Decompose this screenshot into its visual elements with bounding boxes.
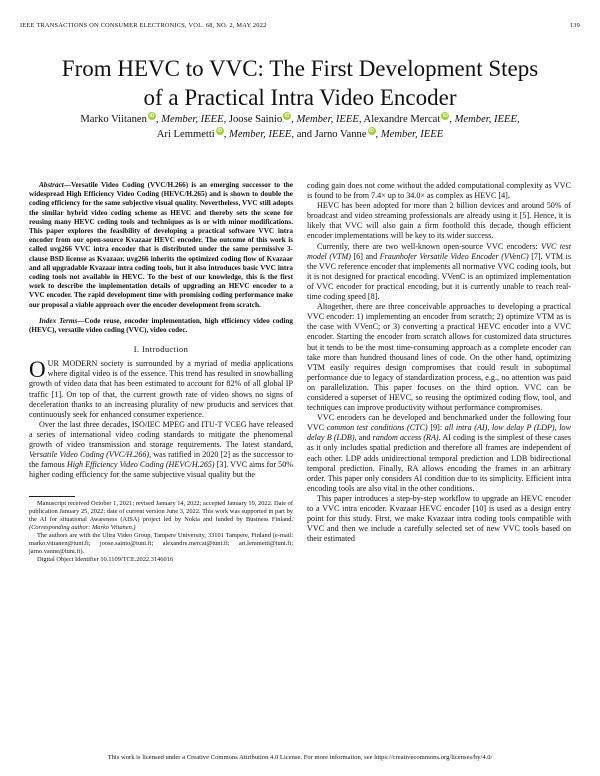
corresponding-author: (Corresponding author: Marko Viitanen.) <box>29 524 136 532</box>
text-span: , was ratified in 2020 [2] as the successor to the famous <box>29 450 293 470</box>
text-span: , and <box>354 433 373 443</box>
right-paragraph-4 <box>307 413 571 494</box>
author-list: Marko Viitanen iD , Member, IEEE, Joose Sainio iD , Member, IEEE, Alexandre Mercat iD , Member, IEEE, Ari Lemmetti iD , Member, IEEE, and Jarno Vanne iD , Member, IEEE <box>80 113 520 140</box>
abstract <box>29 181 293 310</box>
text-span: [3]. VVC aims for 50% higher coding efficiency for the same subjective visual quality but the <box>29 460 293 480</box>
footnote-affiliation: The authors are with the Ultra Video Group, Tampere University, 33101 Tampere, Finland (e-mail: marko.viitanen@tuni.fi; joose.sainio@tuni.fi; alexandre.mercat@tuni.fi; ari.lemmetti@tuni.fi; jarno.vanne@tuni.fi). <box>29 532 293 556</box>
right-paragraph-1: HEVC has been adopted for more than 2 billion devices and around 50% of broadcast and video streaming professionals are already using it [5]. Hence, it is likely that VVC will also gain a firm foothold this decade, though efficient encoder implementations will be key to its wider success. <box>307 201 571 241</box>
membership: Member, IEEE, <box>454 114 520 125</box>
right-paragraph-3: Altogether, there are three conceivable approaches to developing a practical VVC encoder: 1) implementing an encoder from scratch; 2) optimize VTM as is the case with VVenC; or 3) converting a practical HEVC encoder into a VVC encoder. Starting the encoder from scratch allows for customized data structures but it tends to be the most time-consuming approach as a complete encoder can take more than hundred thousand lines of code. On the other hand, optimizing VTM easily requires design compromises that could result in suboptimal performance due to legacy of standardization process, e.g., no attention was paid on parallelization. This paper focuses on the third option. VVC can be considered a superset of HEVC, so reusing the optimized coding flow, tool, and techniques can improve productivity without performance compromises. <box>307 302 571 413</box>
intro-paragraph-1 <box>29 359 293 420</box>
author-2: Joose Sainio <box>228 114 283 125</box>
orcid-icon[interactable]: iD <box>149 113 155 120</box>
orcid-icon[interactable]: iD <box>217 128 223 135</box>
paper-title <box>20 54 580 112</box>
index-terms <box>29 317 293 335</box>
index-terms-label: Index Terms <box>39 316 78 325</box>
term-ai: all intra (AI) <box>444 423 488 433</box>
term-hevc: High Efficiency Video Coding (HEVC/H.265) <box>66 460 215 470</box>
author-4: Ari Lemmetti <box>156 129 215 140</box>
left-column <box>29 181 293 564</box>
term-vtm: VVC test model (VTM) <box>307 241 571 261</box>
right-paragraph-2 <box>307 242 571 303</box>
footnote-text: Manuscript received October 1, 2021; revised January 14, 2022; accepted January 19, 2022. Date of publication January 25, 2022; date of current version June 3, 2022. This work was supported in part by the AI for situational Awareness (AISA) project led by Nokia and funded by Business Finland. <box>29 500 293 524</box>
text-span: , <box>554 423 560 433</box>
right-paragraph-5: This paper introduces a step-by-step workflow to upgrade an HEVC encoder to a VVC intra encoder. Kvazaar HEVC encoder [10] is used as a design entry point for this study. First, we make Kvazaar intra coding tools compatible with VVC and then we include a carefully selected set of new VVC tools based on their estimated <box>307 493 571 544</box>
intro-paragraph-2 <box>29 420 293 481</box>
running-head <box>20 22 580 29</box>
term-vvc: Versatile Video Coding (VVC/H.266) <box>29 450 150 460</box>
text-span: , <box>487 423 492 433</box>
term-ldb: low delay B (LDB) <box>307 423 571 443</box>
author-3: Alexandre Mercat <box>363 114 441 125</box>
right-paragraph-0: coding gain does not come without the added computational complexity as VVC is found to be from 7.4× up to 34.0× as complex as HEVC [4]. <box>307 181 571 201</box>
drop-cap: O <box>29 357 46 383</box>
abstract-label: Abstract— <box>39 181 71 189</box>
title-line-2: of a Practical Intra Video Encoder <box>143 85 457 110</box>
text-span: Over the last three decades, ISO/IEC MPEG and ITU-T VCEG have released a series of international video coding standards to mitigate the phenomenal growth of video transmission and storage requirements. The latest standard, <box>29 419 293 449</box>
author-1: Marko Viitanen <box>80 114 147 125</box>
text-span: [7]. VTM is the VVC reference encoder that implements all normative VVC coding tools, but it is not designed for practical encoding. VVenC is an optimized implementation of VVC encoder for practical encoding, but it is currently unable to reach real-time coding speed [8]. <box>307 251 571 302</box>
text-span: [9]: <box>427 423 445 433</box>
membership: Member, IEEE, <box>161 114 227 125</box>
abstract-text: Versatile Video Coding (VVC/H.266) is an emerging successor to the widespread High Efficiency Video Coding (HEVC/H.265) and is shown to double the coding efficiency for the same subjective visual quality. Nevertheless, VVC still adopts the similar hybrid video coding scheme as HEVC and thereby sets the scene for reusing many HEVC coding tools and techniques as is or with minor modifications. This paper explores the feasibility of developing a practical software VVC intra encoder from our open-source Kvazaar HEVC encoder. The outcome of this work is called uvg266 VVC intra encoder that is distributed under the same permissive 3-clause BSD license as Kvazaar. uvg266 inherits the optimized coding flow of Kvazaar and all upgradable Kvazaar intra coding tools, but it also introduces basic VVC intra coding tools not available in HEVC. To the best of our knowledge, this is the first work to describe the implementation details of upgrading an HEVC encoder to a VVC encoder. The rapid development time with promising coding performance make our proposal a viable approach over the encoder development from scratch. <box>29 181 293 309</box>
license-notice: This work is licensed under a Creative Commons Attribution 4.0 License. For more information, see https://creativecommons.org/licenses/by/4.0/ <box>107 754 493 761</box>
page-number: 139 <box>569 22 580 29</box>
footnote-rule <box>29 496 75 497</box>
footnote-doi: Digital Object Identifier 10.1109/TCE.2022.3146016 <box>37 556 174 564</box>
and-word: and <box>296 129 312 140</box>
membership: Member, IEEE <box>380 129 444 140</box>
author-5: Jarno Vanne <box>314 129 367 140</box>
title-line-1: From HEVC to VVC: The First Development Steps <box>61 56 539 81</box>
text-span: VVC encoders can be developed and benchmarked under the following four VVC <box>307 413 571 433</box>
text-span: . AI coding is the simplest of these cases as it only includes spatial prediction and therefore all frames are independent of each other. LDP adds unidirectional temporal prediction and LDB bidirectional temporal prediction. Finally, RA allows encoding the frames in an arbitrary order. This paper only considers AI condition due to its simplicity. Efficient intra encoding tools are also vital in the other conditions. <box>307 433 571 493</box>
term-vvenc: Fraunhofer Versatile Video Encoder (VVenC) <box>379 251 529 261</box>
journal-name: IEEE TRANSACTIONS ON CONSUMER ELECTRONICS, VOL. 68, NO. 2, MAY 2022 <box>20 22 267 29</box>
index-terms-text: —Code reuse, encoder implementation, high efficiency video coding (HEVC), versatile video coding (VVC), video codec. <box>29 316 293 335</box>
text-span: [6] and <box>350 251 380 261</box>
footnote-manuscript <box>29 500 293 532</box>
right-column <box>307 181 571 544</box>
term-ldp: low delay P (LDP) <box>491 423 555 433</box>
term-ctc: common test conditions (CTC) <box>326 423 428 433</box>
membership: Member, IEEE, <box>296 114 362 125</box>
orcid-icon[interactable]: iD <box>442 113 448 120</box>
membership: Member, IEEE, <box>229 129 295 140</box>
orcid-icon[interactable]: iD <box>369 128 375 135</box>
term-ra: random access (RA) <box>372 433 439 443</box>
intro-text-1: UR MODERN society is surrounded by a myriad of media applications where digital video is of the essence. This trend has resulted in snowballing growth of video data that has been estimated to account for 82% of all global IP traffic [1]. On top of that, the current growth rate of video shows no signs of deceleration thanks to an increasing plurality of new products and services that continuously seek for enhanced consumer experience. <box>29 359 293 419</box>
orcid-icon[interactable]: iD <box>284 113 290 120</box>
text-span: Currently, there are two well-known open-source VVC encoders: <box>317 241 542 251</box>
section-heading: I. Introduction <box>133 345 189 355</box>
